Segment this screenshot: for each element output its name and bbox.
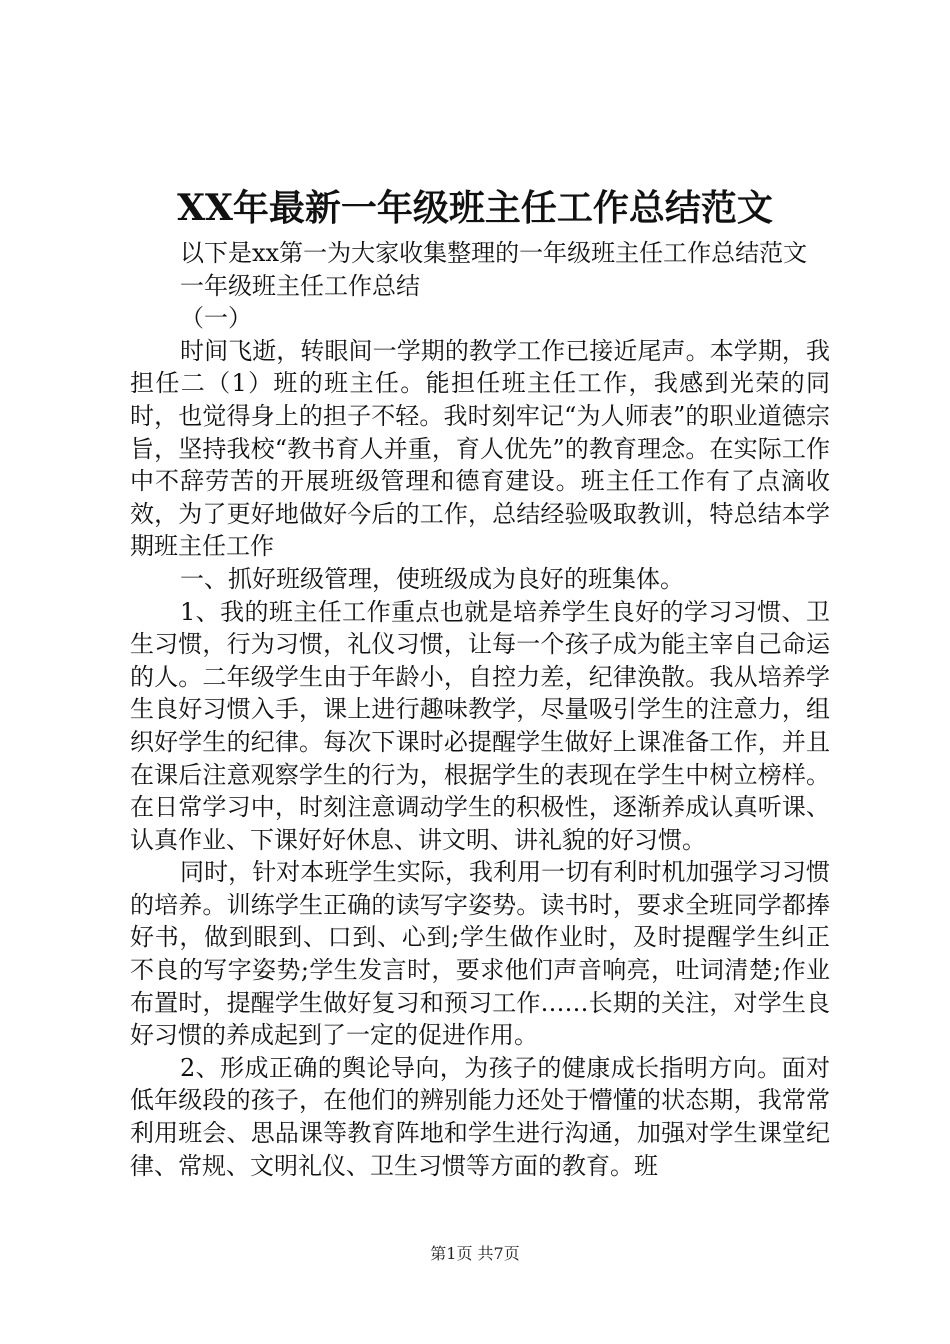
paragraph-intro: 以下是xx第一为大家收集整理的一年级班主任工作总结范文 xyxy=(180,239,808,267)
paragraph-body: 1、我的班主任工作重点也就是培养学生良好的学习习惯、卫生习惯，行为习惯，礼仪习惯，让每一个孩子成为能主宰自己命运的人。二年级学生由于年龄小，自控力差，纪律涣散。我从培养学生良好习惯入手，课上进行趣味教学，尽量吸引学生的注意力，组织好学生的纪律。每次下课时必提醒学生做好上课准备工作，并且在课后注意观察学生的行为，根据学生的表现在学生中树立榜样。在日常学习中，时刻注意调动学生的积极性，逐渐养成认真听课、认真作业、下课好好休息、讲文明、讲礼貌的好习惯。 xyxy=(130,597,830,854)
document-title: XX年最新一年级班主任工作总结范文 xyxy=(177,187,773,229)
paragraph-heading: 一年级班主任工作总结 xyxy=(180,271,420,300)
page-number-footer: 第1页 共7页 xyxy=(430,1244,520,1263)
document-body xyxy=(130,237,830,1182)
paragraph-body: 同时，针对本班学生实际，我利用一切有利时机加强学习习惯的培养。训练学生正确的读写字姿势。读书时，要求全班同学都捧好书，做到眼到、口到、心到;学生做作业时，及时提醒学生纠正不良的写字姿势;学生发言时，要求他们声音响亮，吐词清楚;作业布置时，提醒学生做好复习和预习工作……长期的关注，对学生良好习惯的养成起到了一定的促进作用。 xyxy=(130,858,830,1050)
paragraph-body: 2、形成正确的舆论导向，为孩子的健康成长指明方向。面对低年级段的孩子，在他们的辨别能力还处于懵懂的状态期，我常常利用班会、思品课等教育阵地和学生进行沟通，加强对学生课堂纪律、常规、文明礼仪、卫生习惯等方面的教育。班 xyxy=(130,1053,830,1180)
paragraph-body: 时间飞逝，转眼间一学期的教学工作已接近尾声。本学期，我担任二（1）班的班主任。能担任班主任工作，我感到光荣的同时，也觉得身上的担子不轻。我时刻牢记“为人师表”的职业道德宗旨，坚持我校“教书育人并重，育人优先”的教育理念。在实际工作中不辞劳苦的开展班级管理和德育建设。班主任工作有了点滴收效，为了更好地做好今后的工作，总结经验吸取教训，特总结本学期班主任工作 xyxy=(130,336,830,561)
paragraph-subheading: 一、抓好班级管理，使班级成为良好的班集体。 xyxy=(180,564,684,593)
paragraph-section-number: （一） xyxy=(180,304,252,333)
